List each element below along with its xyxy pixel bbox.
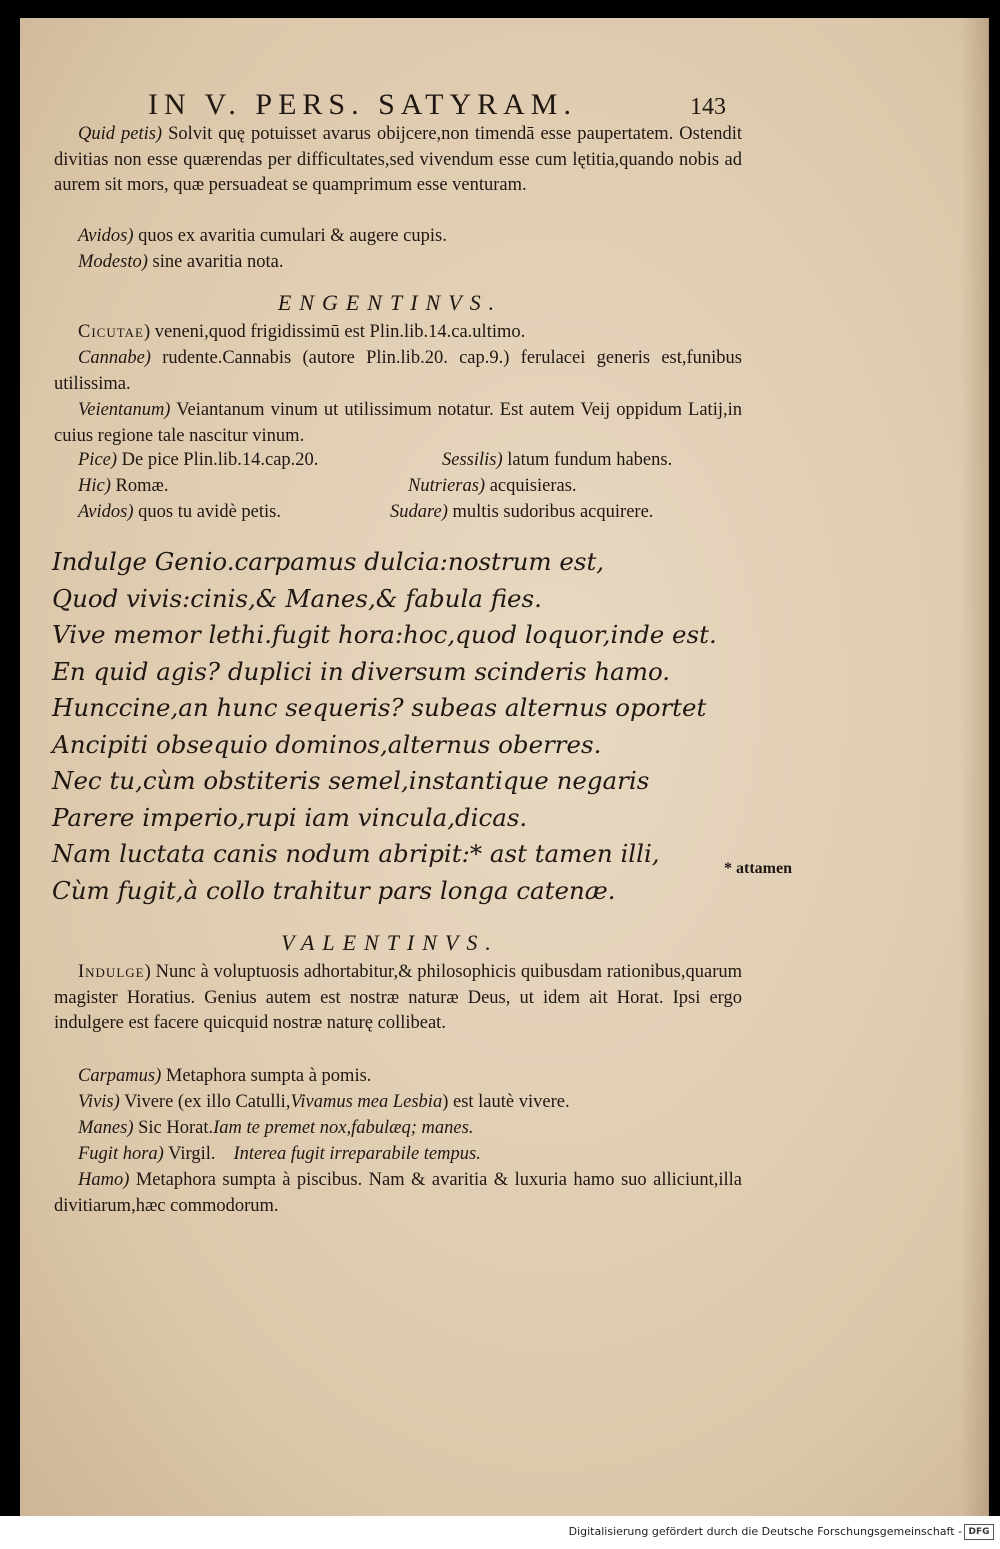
gloss: Virgil.: [163, 1144, 216, 1164]
gloss: Romæ.: [110, 476, 169, 496]
commentary-row: [78, 476, 742, 497]
gloss: Sic Horat.: [133, 1118, 214, 1138]
gloss: De pice Plin.lib.14.cap.20.: [117, 450, 319, 470]
commentary-row: [78, 502, 742, 523]
lemma: Manes): [78, 1118, 134, 1138]
gloss: sine avaritia nota.: [147, 252, 284, 272]
lemma: Vivis): [78, 1092, 120, 1112]
marginal-note: * attamen: [724, 860, 792, 877]
page-number: 143: [690, 94, 726, 120]
running-head: IN V. PERS. SATYRAM.: [148, 88, 577, 121]
lemma: Fugit hora): [78, 1144, 164, 1164]
commentary-paragraph: [54, 346, 742, 397]
gloss: Metaphora sumpta à piscibus. Nam & avaritia & luxuria hamo suo alliciunt,illa divitiarum,hæc commodorum.: [54, 1170, 742, 1216]
commentary-paragraph: [54, 1168, 742, 1219]
quotation: Interea fugit irreparabile tempus.: [233, 1144, 481, 1164]
commentary-paragraph: [54, 398, 742, 449]
commentary-row: [78, 450, 742, 471]
commentary-paragraph: [54, 1064, 742, 1090]
gloss: rudente.Cannabis (autore Plin.lib.20. cap.9.) ferulacei generis est,funibus utilissima.: [54, 348, 742, 394]
lemma: Avidos): [78, 502, 134, 522]
lemma: Quid petis): [78, 124, 163, 144]
lemma: Carpamus): [78, 1066, 162, 1086]
verse-line: Ancipiti obsequio dominos,alternus oberres.: [52, 729, 602, 759]
section-heading-engentinus: ENGENTINVS.: [277, 290, 503, 315]
gloss: Veiantanum vinum ut utilissimum notatur. Est autem Veij oppidum Latij,in cuius regione tale nascitur vinum.: [54, 400, 742, 446]
commentary-paragraph: [54, 250, 742, 276]
lemma: Sessilis): [442, 450, 503, 470]
quotation: Iam te premet nox,fabulæq; manes.: [213, 1118, 474, 1138]
lemma: Hic): [78, 476, 111, 496]
commentary-paragraph: [54, 1142, 742, 1168]
verse-line: Quod vivis:cinis,& Manes,& fabula fies.: [52, 583, 542, 613]
commentary-paragraph: [54, 1116, 742, 1142]
section-heading-valentinus: VALENTINVS.: [281, 930, 499, 955]
lemma: Nutrieras): [408, 476, 486, 496]
gloss: Metaphora sumpta à pomis.: [161, 1066, 372, 1086]
gloss: multis sudoribus acquirere.: [447, 502, 654, 522]
verse-line: Hunccine,an hunc sequeris? subeas alternus oportet: [52, 693, 707, 722]
lemma: Modesto): [78, 252, 148, 272]
commentary-paragraph: [54, 1090, 742, 1116]
lemma: Cannabe): [78, 348, 151, 368]
lemma: Hamo): [78, 1170, 130, 1190]
lemma: Pice): [78, 450, 118, 470]
gloss: ) veneni,quod frigidissimū est Plin.lib.14.ca.ultimo.: [143, 322, 526, 342]
gloss: Solvit quę potuisset avarus obijcere,non timendā esse paupertatem. Ostendit divitias non esse quærendas per difficultates,sed vivendum esse cum lętitia,quando nobis ad aurem sit mors, quæ persuadeat se quamprimum esse venturam.: [54, 124, 742, 195]
lemma: Veientanum): [78, 400, 171, 420]
verse-block: [52, 544, 717, 909]
commentary-paragraph: [54, 122, 742, 199]
verse-line: Parere imperio,rupi iam vincula,dicas.: [52, 802, 528, 832]
commentary-paragraph: [54, 320, 742, 346]
verse-line: Nam luctata canis nodum abripit:* ast tamen illi,: [52, 839, 660, 868]
verse-line: Vive memor lethi.fugit hora:hoc,quod loquor,inde est.: [52, 620, 717, 649]
gloss: acquisieras.: [485, 476, 577, 496]
gloss: quos ex avaritia cumulari & augere cupis.: [133, 226, 447, 246]
verse-line: Indulge Genio.carpamus dulcia:nostrum est,: [52, 547, 605, 576]
digitization-footer: [0, 1516, 1000, 1549]
lemma: Indulge: [78, 962, 145, 982]
verse-line: Nec tu,cùm obstiteris semel,instantique negaris: [52, 766, 650, 795]
gloss: quos tu avidè petis.: [133, 502, 281, 522]
quotation: Vivamus mea Lesbia: [290, 1092, 443, 1112]
dfg-logo: DFG: [964, 1524, 994, 1540]
lemma: Cicutae: [78, 322, 144, 342]
lemma: Avidos): [78, 226, 134, 246]
page-fold-shadow: [960, 18, 988, 1516]
commentary-paragraph: [54, 224, 742, 250]
book-page: [20, 18, 989, 1516]
verse-line: Cùm fugit,à collo trahitur pars longa catenæ.: [52, 875, 616, 905]
funding-credit: Digitalisierung gefördert durch die Deutsche Forschungsgemeinschaft -: [568, 1525, 962, 1538]
lemma: Sudare): [390, 502, 448, 522]
gloss: ) Nunc à voluptuosis adhortabitur,& philosophicis quibusdam rationibus,quarum magister Horatius. Genius autem est nostræ naturæ Deus, ut idem ait Horat. Ipsi ergo indulgere est facere quicquid nostræ naturę collibeat.: [54, 962, 742, 1033]
gloss: Vivere (ex illo Catulli,: [119, 1092, 291, 1112]
gloss: latum fundum habens.: [502, 450, 673, 470]
verse-line: En quid agis? duplici in diversum scinderis hamo.: [52, 656, 671, 686]
gloss: ) est lautè vivere.: [442, 1092, 570, 1112]
commentary-paragraph: [54, 960, 742, 1037]
